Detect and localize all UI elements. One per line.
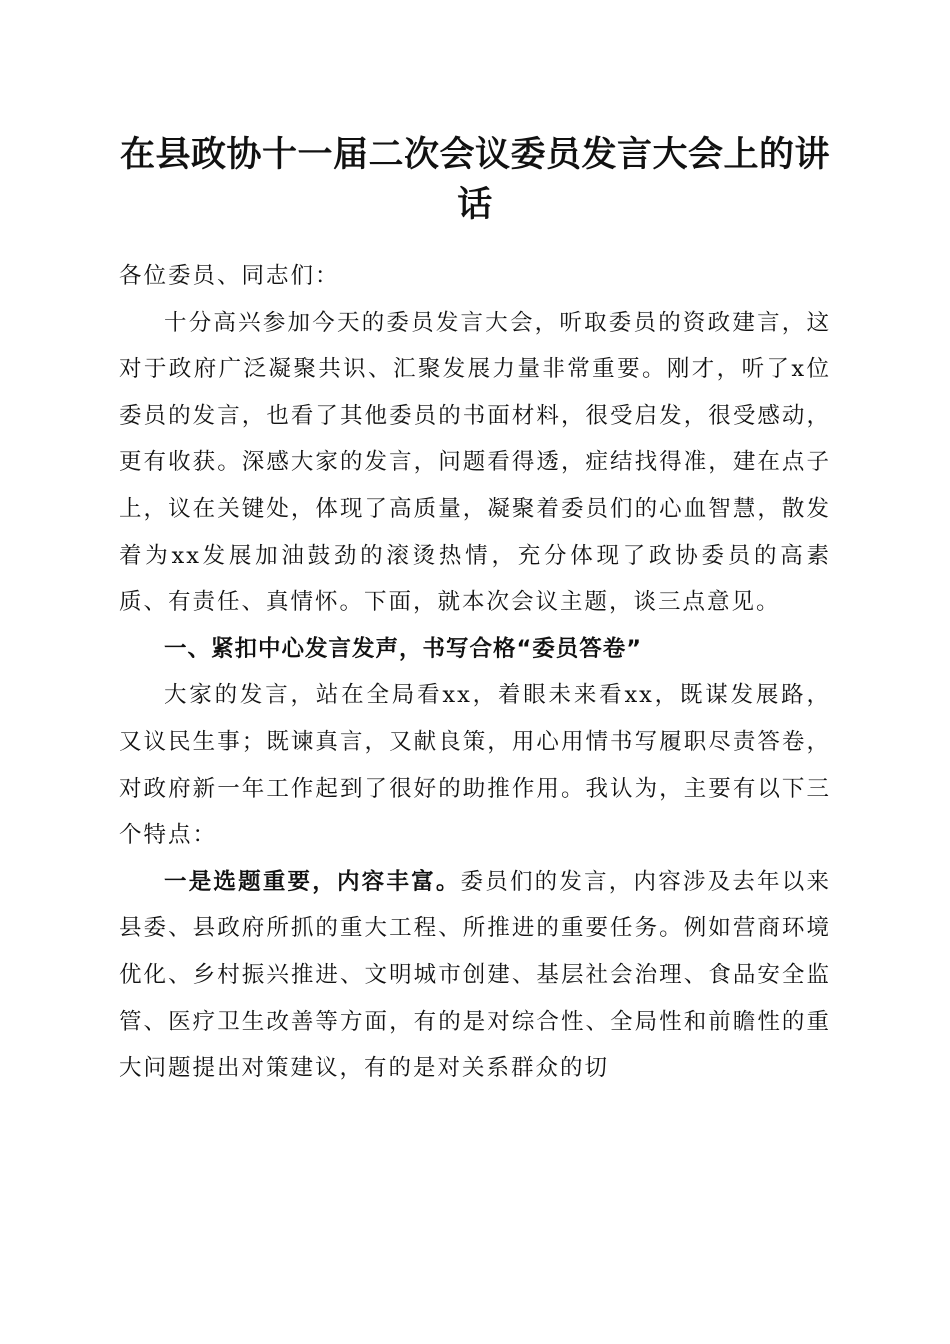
document-title: 在县政协十一届二次会议委员发言大会上的讲话 xyxy=(119,134,830,225)
paragraph-point-1 xyxy=(119,859,831,1092)
section-heading-1: 一、紧扣中心发言发声，书写合格“委员答卷” xyxy=(164,635,643,662)
document-body xyxy=(119,253,831,1092)
paragraph-opening: 十分高兴参加今天的委员发言大会，听取委员的资政建言，这对于政府广泛凝聚共识、汇聚发展力量非常重要。刚才，听了x位委员的发言，也看了其他委员的书面材料，很受启发，很受感动，更有收获。深感大家的发言，问题看得透，症结找得准，建在点子上，议在关键处，体现了高质量，凝聚着委员们的心血智慧，散发着为xx发展加油鼓劲的滚烫热情，充分体现了政协委员的高素质、有责任、真情怀。下面，就本次会议主题，谈三点意见。 xyxy=(119,309,831,616)
salutation: 各位委员、同志们： xyxy=(119,263,340,289)
point-1-lead: 一是选题重要，内容丰富。 xyxy=(164,868,461,895)
point-1-text: 委员们的发言，内容涉及去年以来县委、县政府所抓的重大工程、所推进的重要任务。例如营商环境优化、乡村振兴推进、文明城市创建、基层社会治理、食品安全监管、医疗卫生改善等方面，有的是对综合性、全局性和前瞻性的重大问题提出对策建议，有的是对关系群众的切 xyxy=(119,868,831,1082)
paragraph-section-1-intro: 大家的发言，站在全局看xx，着眼未来看xx，既谋发展路，又议民生事；既谏真言，又献良策，用心用情书写履职尽责答卷，对政府新一年工作起到了很好的助推作用。我认为，主要有以下三个特点： xyxy=(119,682,831,849)
